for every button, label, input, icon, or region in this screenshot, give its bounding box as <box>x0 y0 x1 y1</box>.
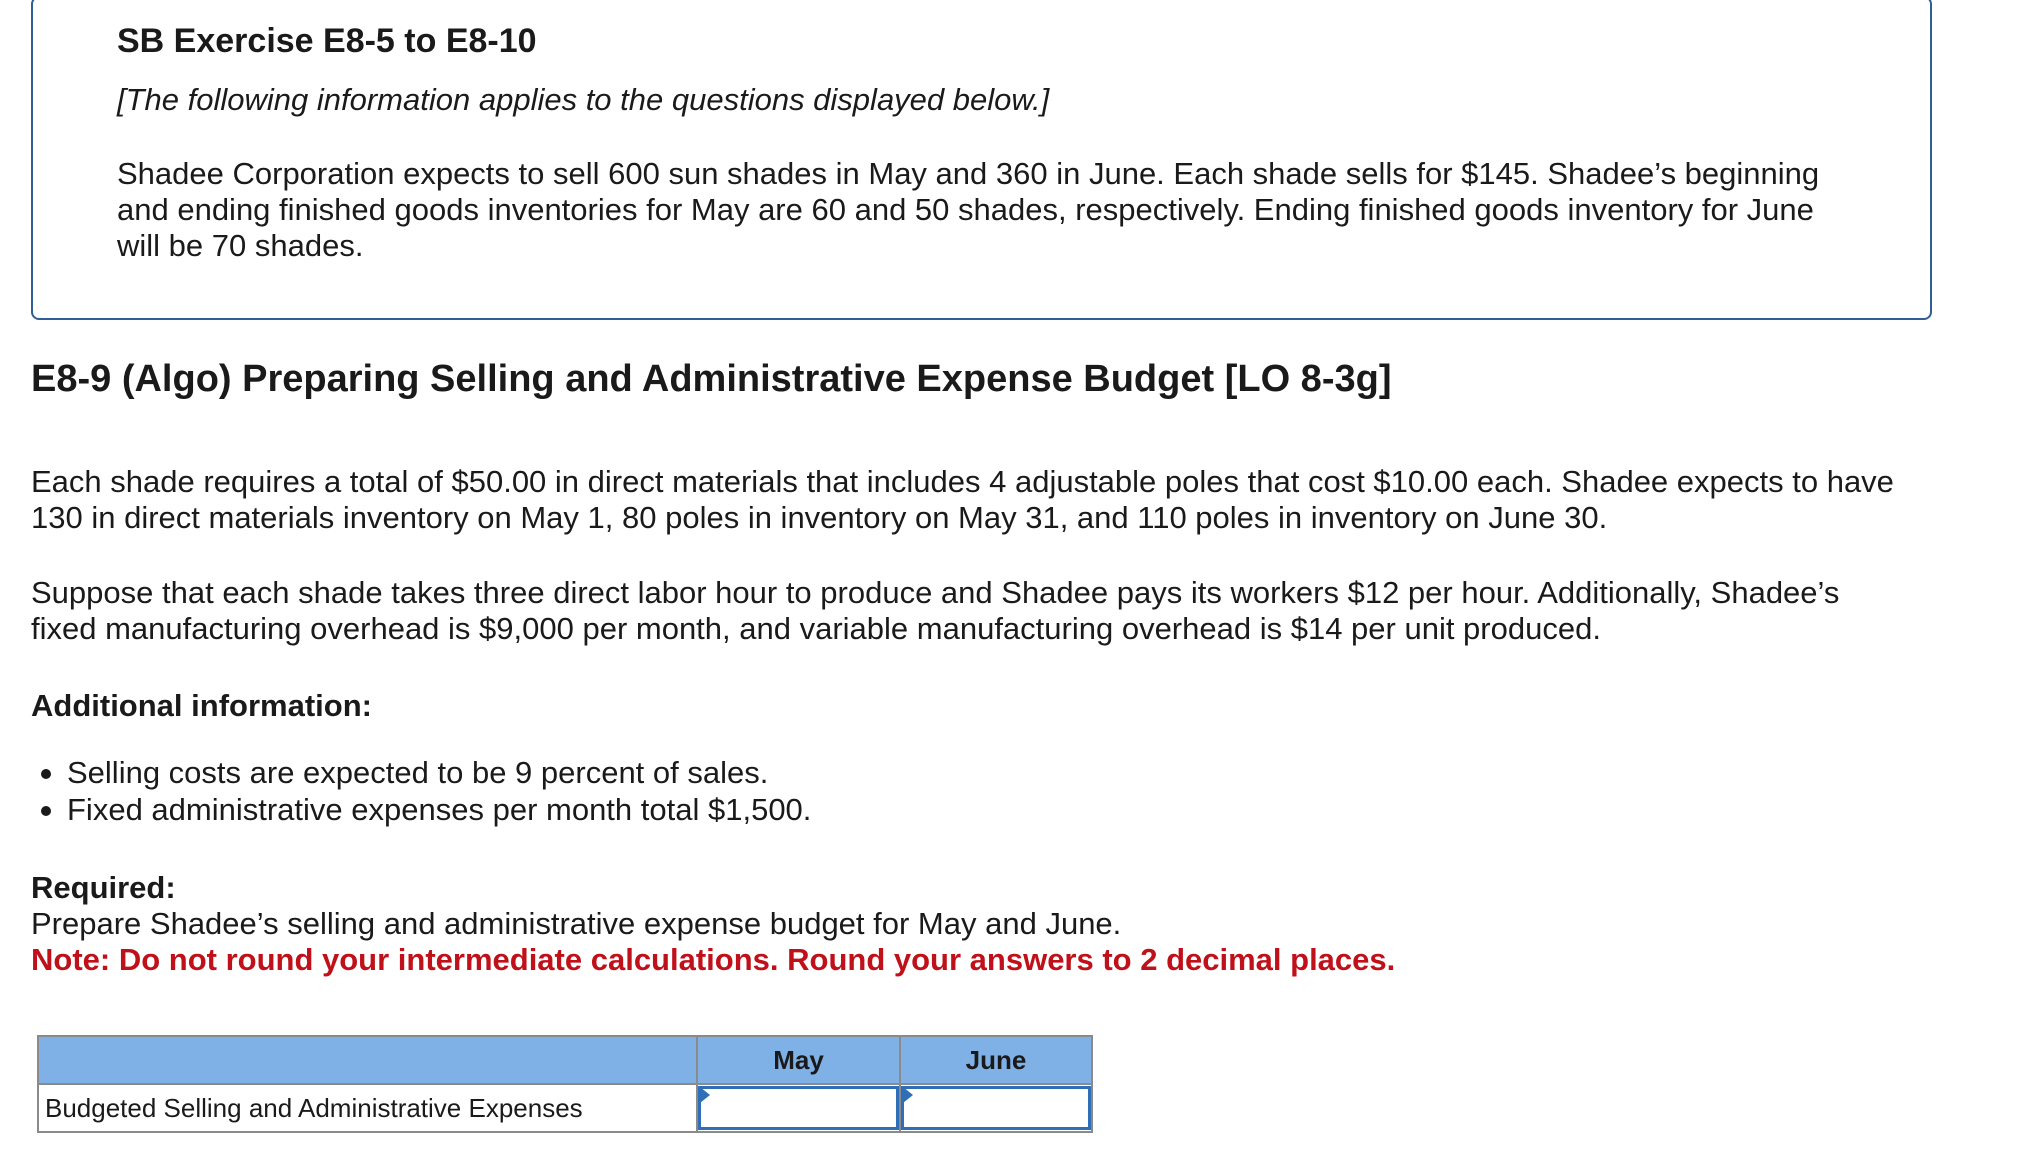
header-blank-cell <box>38 1036 697 1084</box>
june-cell <box>900 1084 1092 1132</box>
bullet-icon <box>41 769 51 779</box>
input-marker-icon <box>700 1087 710 1103</box>
required-text: Prepare Shadee’s selling and administrative expense budget for May and June. <box>31 906 1122 941</box>
table-row <box>38 1084 1092 1132</box>
exercise-title: SB Exercise E8-5 to E8-10 <box>117 22 537 60</box>
direct-materials-paragraph: Each shade requires a total of $50.00 in direct materials that includes 4 adjustable poles that cost $10.00 each. Shadee expects to have 130 in direct materials inventory on May 1, 80 poles in inventory on May 31, and 110 poles in inventory on June 30. <box>31 464 1894 535</box>
table-header-row <box>38 1036 1092 1084</box>
june-input[interactable] <box>901 1086 1091 1130</box>
budget-table <box>37 1035 1093 1133</box>
column-header-june: June <box>900 1036 1092 1084</box>
additional-info-heading: Additional information: <box>31 688 372 723</box>
list-item-text: Selling costs are expected to be 9 percent of sales. <box>67 755 769 790</box>
row-label: Budgeted Selling and Administrative Expenses <box>38 1084 697 1132</box>
list-item <box>31 754 811 791</box>
column-header-may: May <box>697 1036 900 1084</box>
bullet-icon <box>41 806 51 816</box>
rounding-note: Note: Do not round your intermediate calculations. Round your answers to 2 decimal places. <box>31 942 1396 977</box>
list-item-text: Fixed administrative expenses per month total $1,500. <box>67 792 812 827</box>
may-input[interactable] <box>698 1086 899 1130</box>
additional-info-list <box>31 754 811 828</box>
intro-note: [The following information applies to the questions displayed below.] <box>117 82 1050 117</box>
may-cell <box>697 1084 900 1132</box>
section-title: E8-9 (Algo) Preparing Selling and Administrative Expense Budget [LO 8-3g] <box>31 358 1392 400</box>
required-heading: Required: <box>31 870 176 905</box>
intro-body: Shadee Corporation expects to sell 600 sun shades in May and 360 in June. Each shade sells for $145. Shadee’s beginning and ending finished goods inventories for May are 60 and 50 shades, respectively. Ending finished goods inventory for June will be 70 shades. <box>117 156 1820 263</box>
list-item <box>31 791 811 828</box>
input-marker-icon <box>903 1087 913 1103</box>
labor-overhead-paragraph: Suppose that each shade takes three direct labor hour to produce and Shadee pays its workers $12 per hour. Additionally, Shadee’s fixed manufacturing overhead is $9,000 per month, and variable manufacturing overhead is $14 per unit produced. <box>31 575 1840 646</box>
